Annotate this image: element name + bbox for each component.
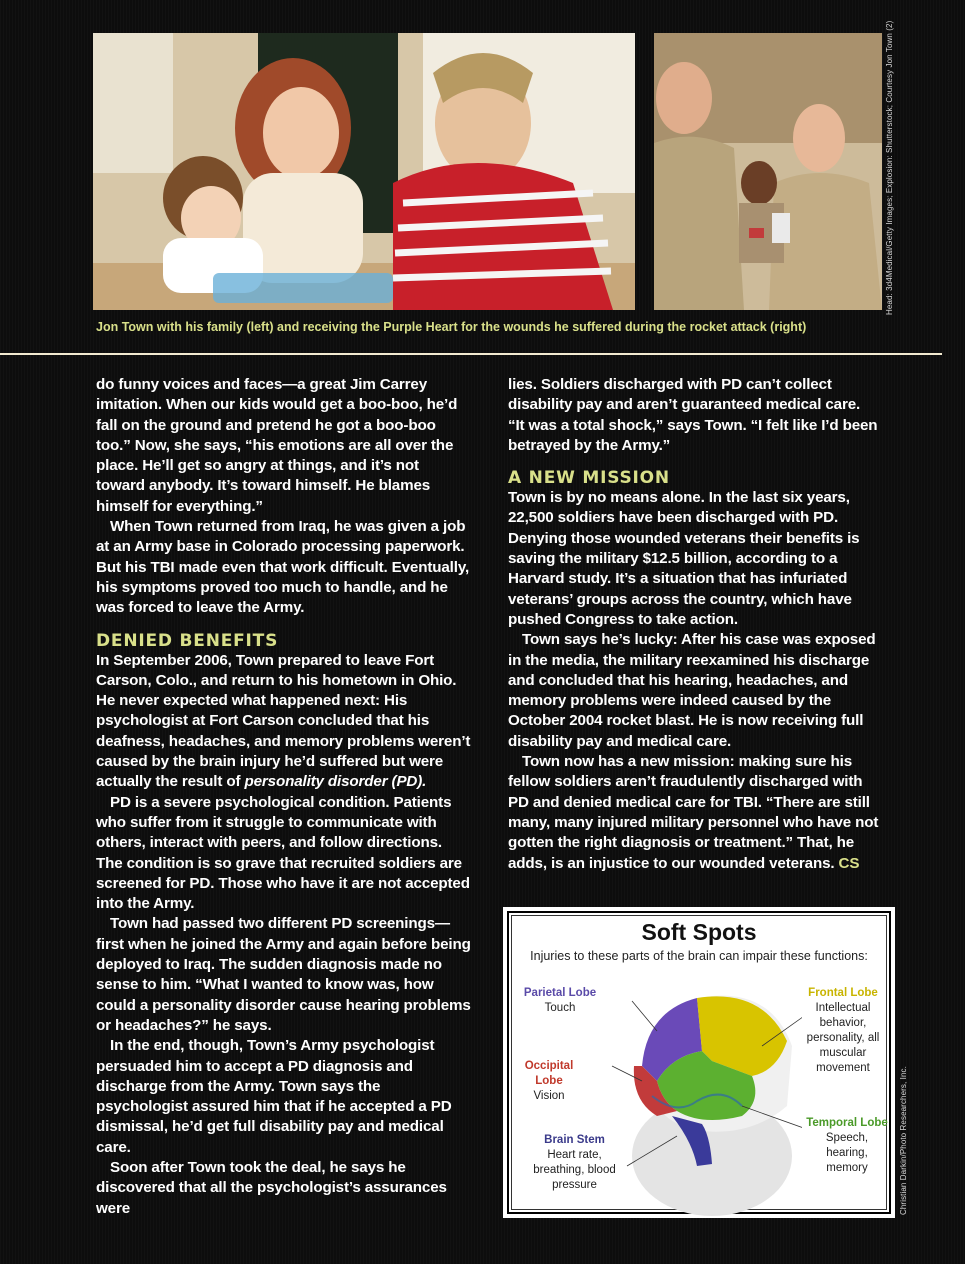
paragraph: lies. Soldiers discharged with PD can’t collect disability pay and aren’t guaranteed medical care. “It was a total shock,” says Town. “I felt like I’d been betrayed by the Army.” [508,376,878,454]
paragraph: Soon after Town took the deal, he says he discovered that all the psychologist’s assurances were [96,1158,447,1217]
brain-illustration [602,966,802,1216]
soft-spots-infographic [503,907,895,1218]
article-column-right [508,375,880,874]
region-name: Brain Stem [544,1134,605,1146]
region-name: Occipital Lobe [524,1060,574,1087]
illustration-credit: Christian Darkin/Photo Researchers, Inc. [899,1066,908,1215]
region-function: Vision [533,1090,565,1102]
paragraph-text: Town now has a new mission: making sure his fellow soldiers aren’t fraudulently discharged with PD and denied medical care for TBI. “There are still many, many injured military personnel who have not gotten the right diagnosis or treatment.” That, he adds, is an injustice to our wounded veterans. [508,753,879,872]
section-heading-new-mission: A NEW MISSION [508,468,670,489]
paragraph [96,651,471,793]
paragraph: In the end, though, Town’s Army psychologist persuaded him to accept a PD diagnosis and discharge from the Army. Town says the psychologist assured him that if he accepted a PD dismissal, he’d get full disability pay and medical care. [96,1037,452,1156]
region-function: Heart rate, breathing, blood pressure [533,1149,616,1191]
region-name: Frontal Lobe [808,987,878,999]
region-function: Speech, hearing, memory [825,1132,869,1174]
paragraph: Town had passed two different PD screenings—first when he joined the Army and again before being deployed to Iraq. The sudden diagnosis made no sense to him. “What I wanted to know was, how could a personality disorder cause hearing problems or headaches?” he says. [96,915,471,1034]
paragraph [508,752,880,874]
end-mark: CS [838,854,860,872]
paragraph: PD is a severe psychological condition. Patients who suffer from it struggle to communicate with others, interact with peers, and follow directions. The condition is so grave that recruited soldiers are screened for PD. Those who have it are not accepted into the Army. [96,793,470,913]
section-divider [0,353,942,355]
paragraph: When Town returned from Iraq, he was given a job at an Army base in Colorado processing paperwork. But his TBI made even that work difficult. Eventually, his symptoms proved too much to handle, and he was forced to leave the Army. [96,518,470,617]
region-function: Intellectual behavior, personality, all muscular movement [806,1002,880,1074]
paragraph: Town says he’s lucky: After his case was exposed in the media, the military reexamined his discharge and concluded that his hearing, headaches, and memory problems were indeed caused by the October 2004 rocket blast. He is now receiving full disability pay and medical care. [508,631,876,750]
region-function: Touch [544,1002,576,1014]
infographic-title: Soft Spots [641,919,757,945]
paragraph-text: In September 2006, Town prepared to leave Fort Carson, Colo., and return to his hometown in Ohio. He never expected what happened next: His psychologist at Fort Carson concluded that his deafness, headaches, and memory problems weren’t caused by the brain injury he’d suffered but were actually the result of [96,651,471,791]
label-temporal-lobe [805,1116,889,1176]
infographic-subtitle: Injuries to these parts of the brain can impair these functions: [530,949,868,963]
emphasis-term: personality disorder (PD). [244,773,427,791]
label-frontal-lobe [797,986,889,1076]
region-name: Parietal Lobe [523,987,597,999]
photo-caption: Jon Town with his family (left) and receiving the Purple Heart for the wounds he suffered during the rocket attack (right) [96,320,807,334]
paragraph: Town is by no means alone. In the last six years, 22,500 soldiers have been discharged with PD. Denying those wounded veterans their benefits is saving the military $12.5 billion, according to a Harvard study. It’s a situation that has infuriated veterans’ groups across the country, which have pushed Congress to take action. [508,489,860,628]
photo-family [93,33,635,310]
photo-purple-heart [654,33,882,310]
region-name: Temporal Lobe [806,1117,888,1129]
label-parietal-lobe [515,986,605,1016]
paragraph: do funny voices and faces—a great Jim Carrey imitation. When our kids would get a boo-boo, he’d fall on the ground and pretend he got a boo-boo too.” Now, she says, “his emotions are all over the place. He’ll get so angry at things, and it’s not toward anybody. It’s toward himself. He blames himself for everything.” [96,376,458,515]
label-brain-stem [527,1133,622,1193]
photo-credit-top: Head: 3d4Medical/Getty Images; Explosion: Shutterstock; Courtesy Jon Town (2) [885,20,894,315]
section-heading-denied-benefits: DENIED BENEFITS [96,630,279,651]
article-column-left [96,375,471,1219]
label-occipital-lobe [515,1059,583,1104]
